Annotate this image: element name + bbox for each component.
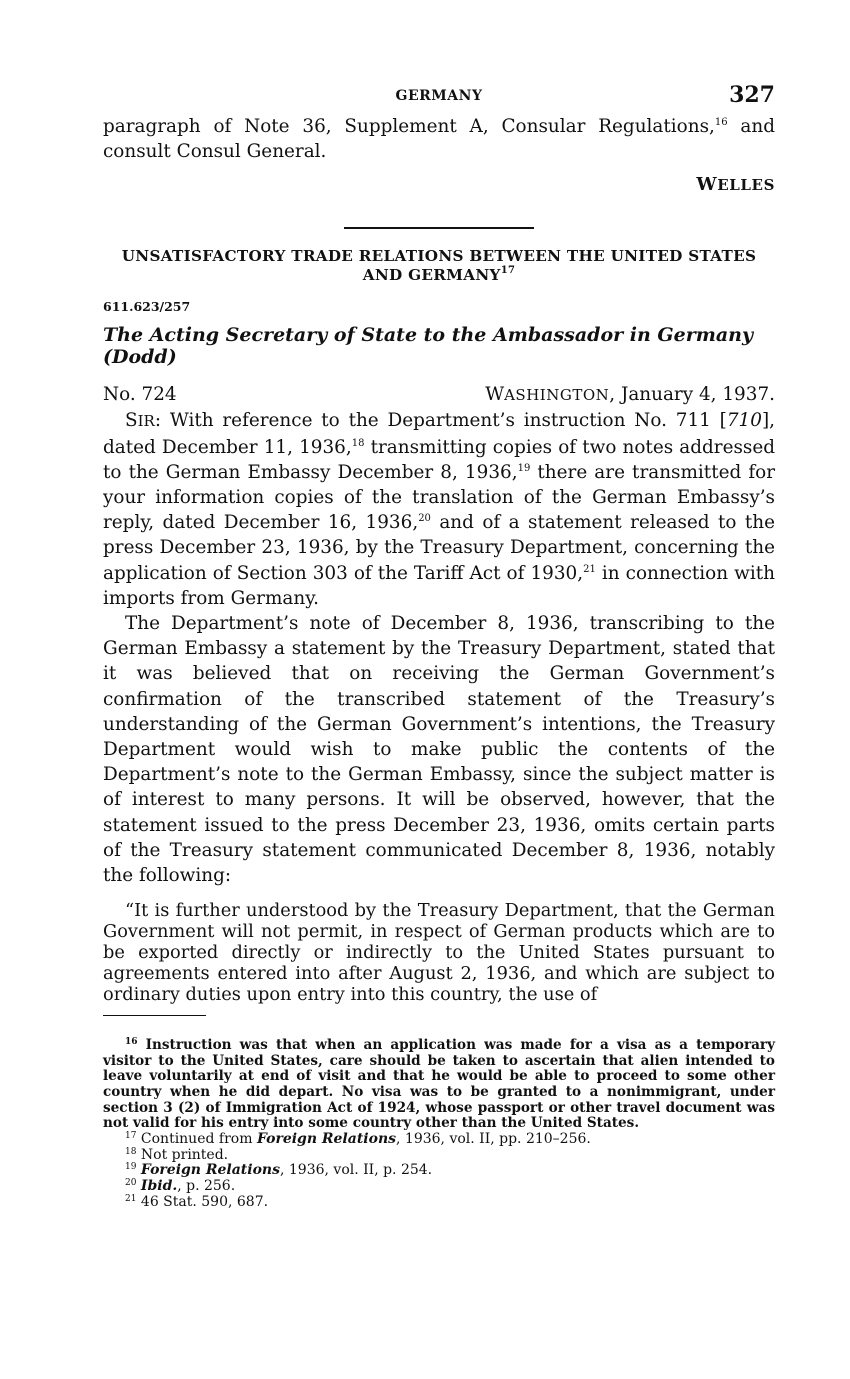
- footnote-ref-18[interactable]: 18: [351, 437, 365, 449]
- block-quote: “It is further understood by the Treasury Department, that the German Government will not permit, in respect of German products which are to be exported directly or indirectly to the United States pursuant to agreements entered into after August 2, 1936, and which are subject to ordinary duties upon entry into this country, the use of: [103, 900, 775, 1006]
- paragraph-1: SIR: With reference to the Department’s instruction No. 711 [710], dated December 11, 1936,18 transmitting copies of two notes addressed to the German Embassy December 8, 1936,19 there are transmitted for your information copies of the translation of the German Embassy’s reply, dated December 16, 1936,20 and of a statement released to the press December 23, 1936, by the Treasury Department, concerning the application of Section 303 of the Tariff Act of 1930,21 in connection with imports from Germany.: [103, 410, 776, 609]
- place-date: WASHINGTON, January 4, 1937.: [485, 384, 775, 406]
- footnote-ref-19[interactable]: 19: [517, 462, 531, 474]
- page-number: 327: [729, 82, 775, 108]
- footnote-19: $^{19}$ Foreign Relations, 1936, vol. II, p. 254.: [125, 1162, 433, 1179]
- paragraph-2: The Department’s note of December 8, 1936, transcribing to the German Embassy a statement by the Treasury Department, stated that it was believed that on receiving the German Government’s confirmation of the transcribed statement of the Treasury’s understanding of the German Government’s intentions, the Treasury Department would wish to make public the contents of the Department’s note to the German Embassy, since the subject matter is of interest to many persons. It will be observed, however, that the statement issued to the press December 23, 1936, omits certain parts of the Treasury statement communicated December 8, 1936, notably the following:: [103, 613, 775, 887]
- footnote-ref-20[interactable]: 20: [418, 513, 431, 525]
- footnotes: [103, 1038, 775, 1211]
- footnote-20: $^{20}$ Ibid., p. 256.: [125, 1178, 236, 1195]
- document-number: No. 724: [103, 384, 177, 406]
- section-divider: [344, 227, 534, 229]
- document-heading: The Acting Secretary of State to the Ambassador in Germany (Dodd): [103, 324, 753, 369]
- footnote-ref-17[interactable]: 17: [500, 265, 516, 277]
- file-number: 611.623/257: [103, 299, 191, 315]
- running-title: GERMANY: [395, 88, 483, 104]
- running-header: [103, 80, 775, 114]
- date-line: [103, 382, 775, 408]
- footnote-16: $^{16}$ Instruction was that when an application was made for a visa as a temporary visitor to the United States, care should be taken to ascertain that alien intended to leave voluntarily at end of visit and that he would be able to proceed to some other country when he did depart. No visa was to be granted to a nonimmigrant, under section 3 (2) of Immigration Act of 1924, whose passport or other travel document was not valid for his entry into some country other than the United States.: [103, 1037, 775, 1132]
- footnote-21: $^{21}$ 46 Stat. 590, 687.: [125, 1194, 269, 1211]
- continued-paragraph: paragraph of Note 36, Supplement A, Consular Regulations,$^{16}$ and consult Consul General.: [103, 116, 775, 163]
- letter-body: [103, 408, 775, 888]
- footnote-ref-21[interactable]: 21: [583, 563, 596, 575]
- book-page: [103, 80, 775, 1211]
- section-title: UNSATISFACTORY TRADE RELATIONS BETWEEN THE UNITED STATES AND GERMANY$^{17}$: [121, 247, 757, 285]
- footnote-ref-16[interactable]: 16: [714, 117, 728, 128]
- signature-welles: WELLES: [696, 174, 775, 196]
- footnote-17: $^{17}$ Continued from Foreign Relations, 1936, vol. II, pp. 210–256.: [125, 1130, 591, 1147]
- footnote-divider: [103, 1015, 206, 1016]
- footnote-18: $^{18}$ Not printed.: [125, 1146, 229, 1163]
